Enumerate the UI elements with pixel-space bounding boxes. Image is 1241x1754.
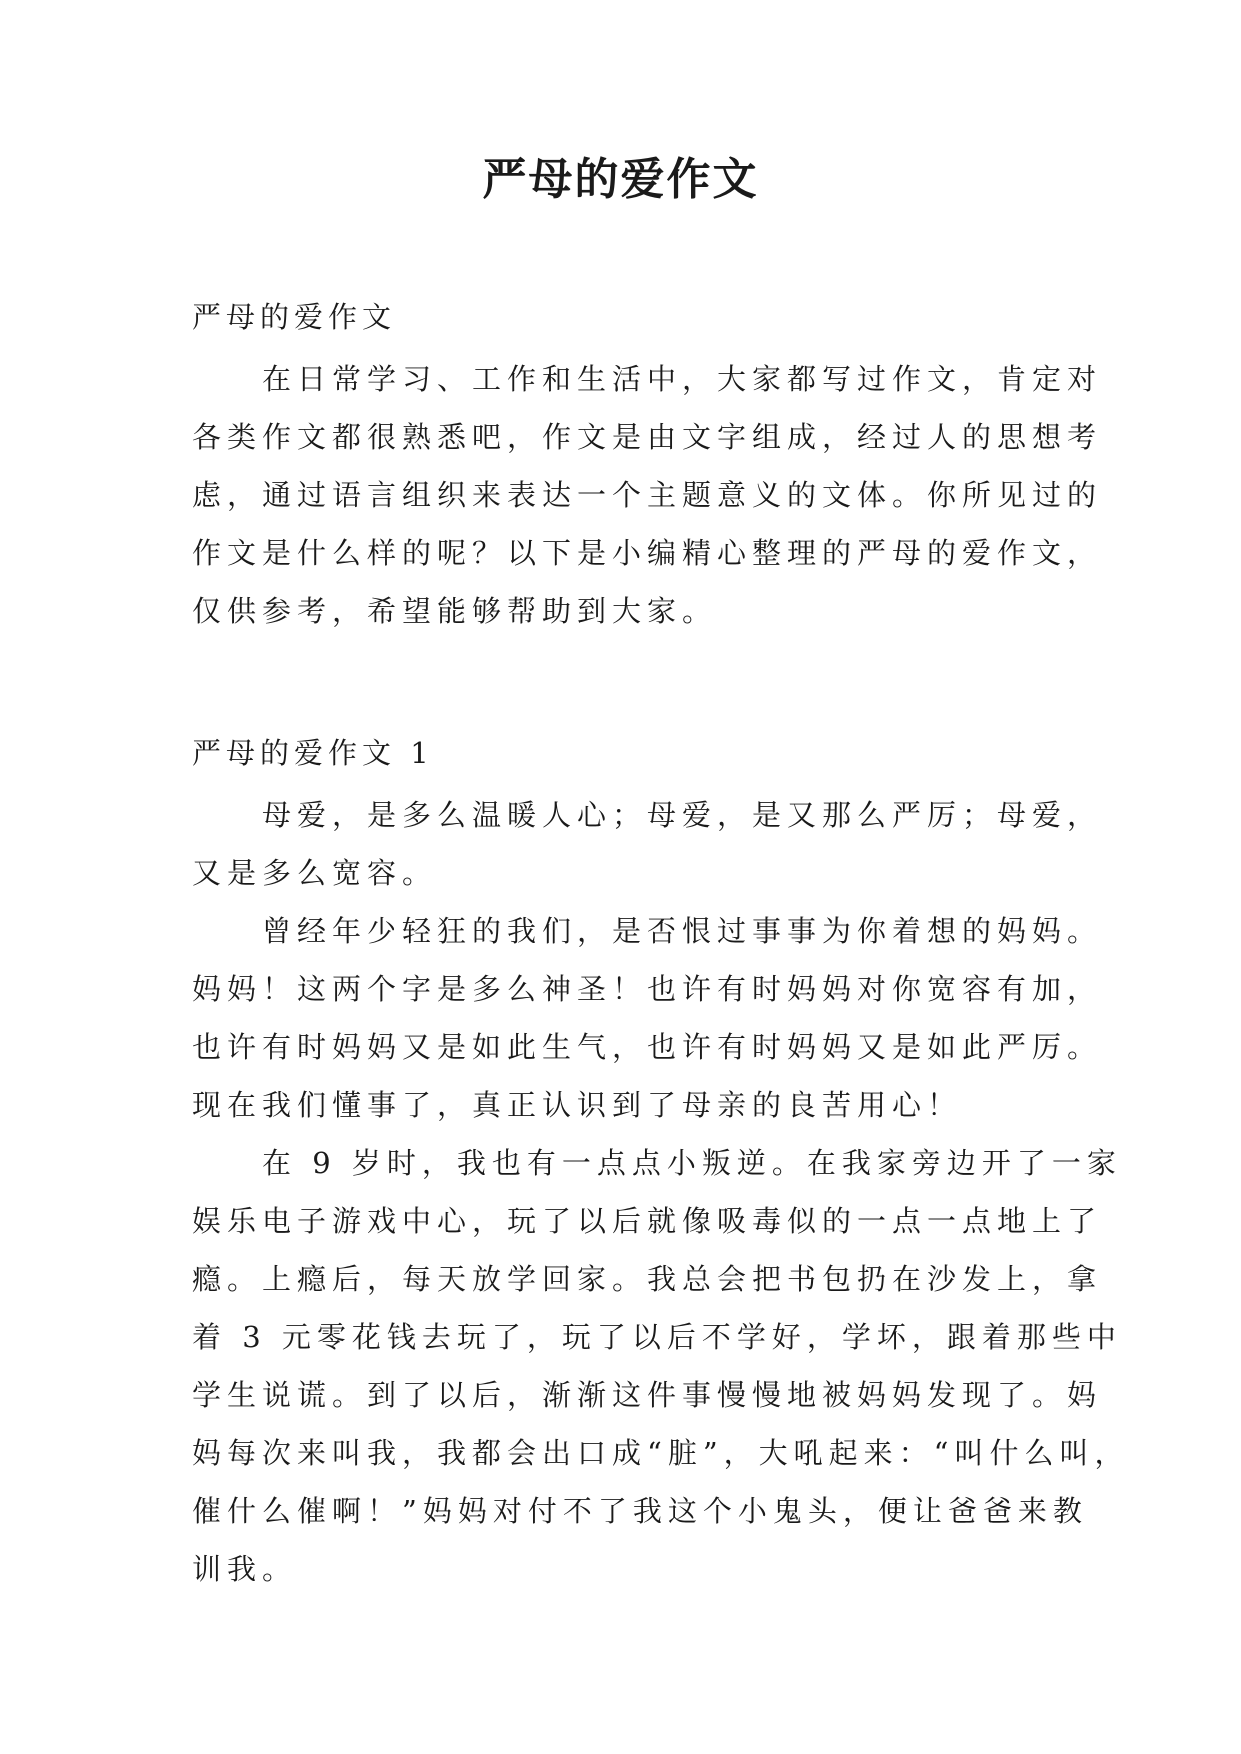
- paragraph-line: 在 9 岁时，我也有一点点小叛逆。在我家旁边开了一家: [262, 1146, 1122, 1180]
- intro-heading: 严母的爱作文: [192, 300, 397, 334]
- paragraph-line: 各类作文都很熟悉吧，作文是由文字组成，经过人的思想考: [192, 420, 1103, 454]
- paragraph-line: 催什么催啊！”妈妈对付不了我这个小鬼头，便让爸爸来教: [192, 1494, 1088, 1528]
- paragraph-line: 曾经年少轻狂的我们，是否恨过事事为你着想的妈妈。: [262, 914, 1103, 948]
- paragraph-line: 虑，通过语言组织来表达一个主题意义的文体。你所见过的: [192, 478, 1103, 512]
- paragraph-line: 训我。: [192, 1552, 298, 1586]
- essay-heading: 严母的爱作文 1: [192, 736, 434, 770]
- document-body: [192, 288, 1130, 1598]
- paragraph-line: 现在我们懂事了，真正认识到了母亲的良苦用心！: [192, 1088, 963, 1122]
- paragraph-line: 娱乐电子游戏中心，玩了以后就像吸毒似的一点一点地上了: [192, 1204, 1103, 1238]
- essay-paragraph: [192, 786, 1103, 902]
- essay-paragraph: [192, 1134, 1130, 1598]
- essay-paragraph: [192, 902, 1103, 1134]
- paragraph-line: 瘾。上瘾后，每天放学回家。我总会把书包扔在沙发上，拿: [192, 1262, 1103, 1296]
- paragraph-line: 妈每次来叫我，我都会出口成“脏”，大吼起来：“叫什么叫，: [192, 1436, 1130, 1470]
- paragraph-line: 在日常学习、工作和生活中，大家都写过作文，肯定对: [262, 362, 1103, 396]
- paragraph-line: 着 3 元零花钱去玩了，玩了以后不学好，学坏，跟着那些中: [192, 1320, 1122, 1354]
- paragraph-line: 又是多么宽容。: [192, 856, 438, 890]
- paragraph-line: 也许有时妈妈又是如此生气，也许有时妈妈又是如此严厉。: [192, 1030, 1103, 1064]
- paragraph-line: 仅供参考，希望能够帮助到大家。: [192, 594, 718, 628]
- intro-paragraph: [192, 350, 1103, 640]
- paragraph-line: 妈妈！这两个字是多么神圣！也许有时妈妈对你宽容有加，: [192, 972, 1103, 1006]
- paragraph-line: 作文是什么样的呢？以下是小编精心整理的严母的爱作文，: [192, 536, 1103, 570]
- document-title: 严母的爱作文: [482, 154, 759, 205]
- paragraph-line: 母爱，是多么温暖人心；母爱，是又那么严厉；母爱，: [262, 798, 1103, 832]
- paragraph-line: 学生说谎。到了以后，渐渐这件事慢慢地被妈妈发现了。妈: [192, 1378, 1103, 1412]
